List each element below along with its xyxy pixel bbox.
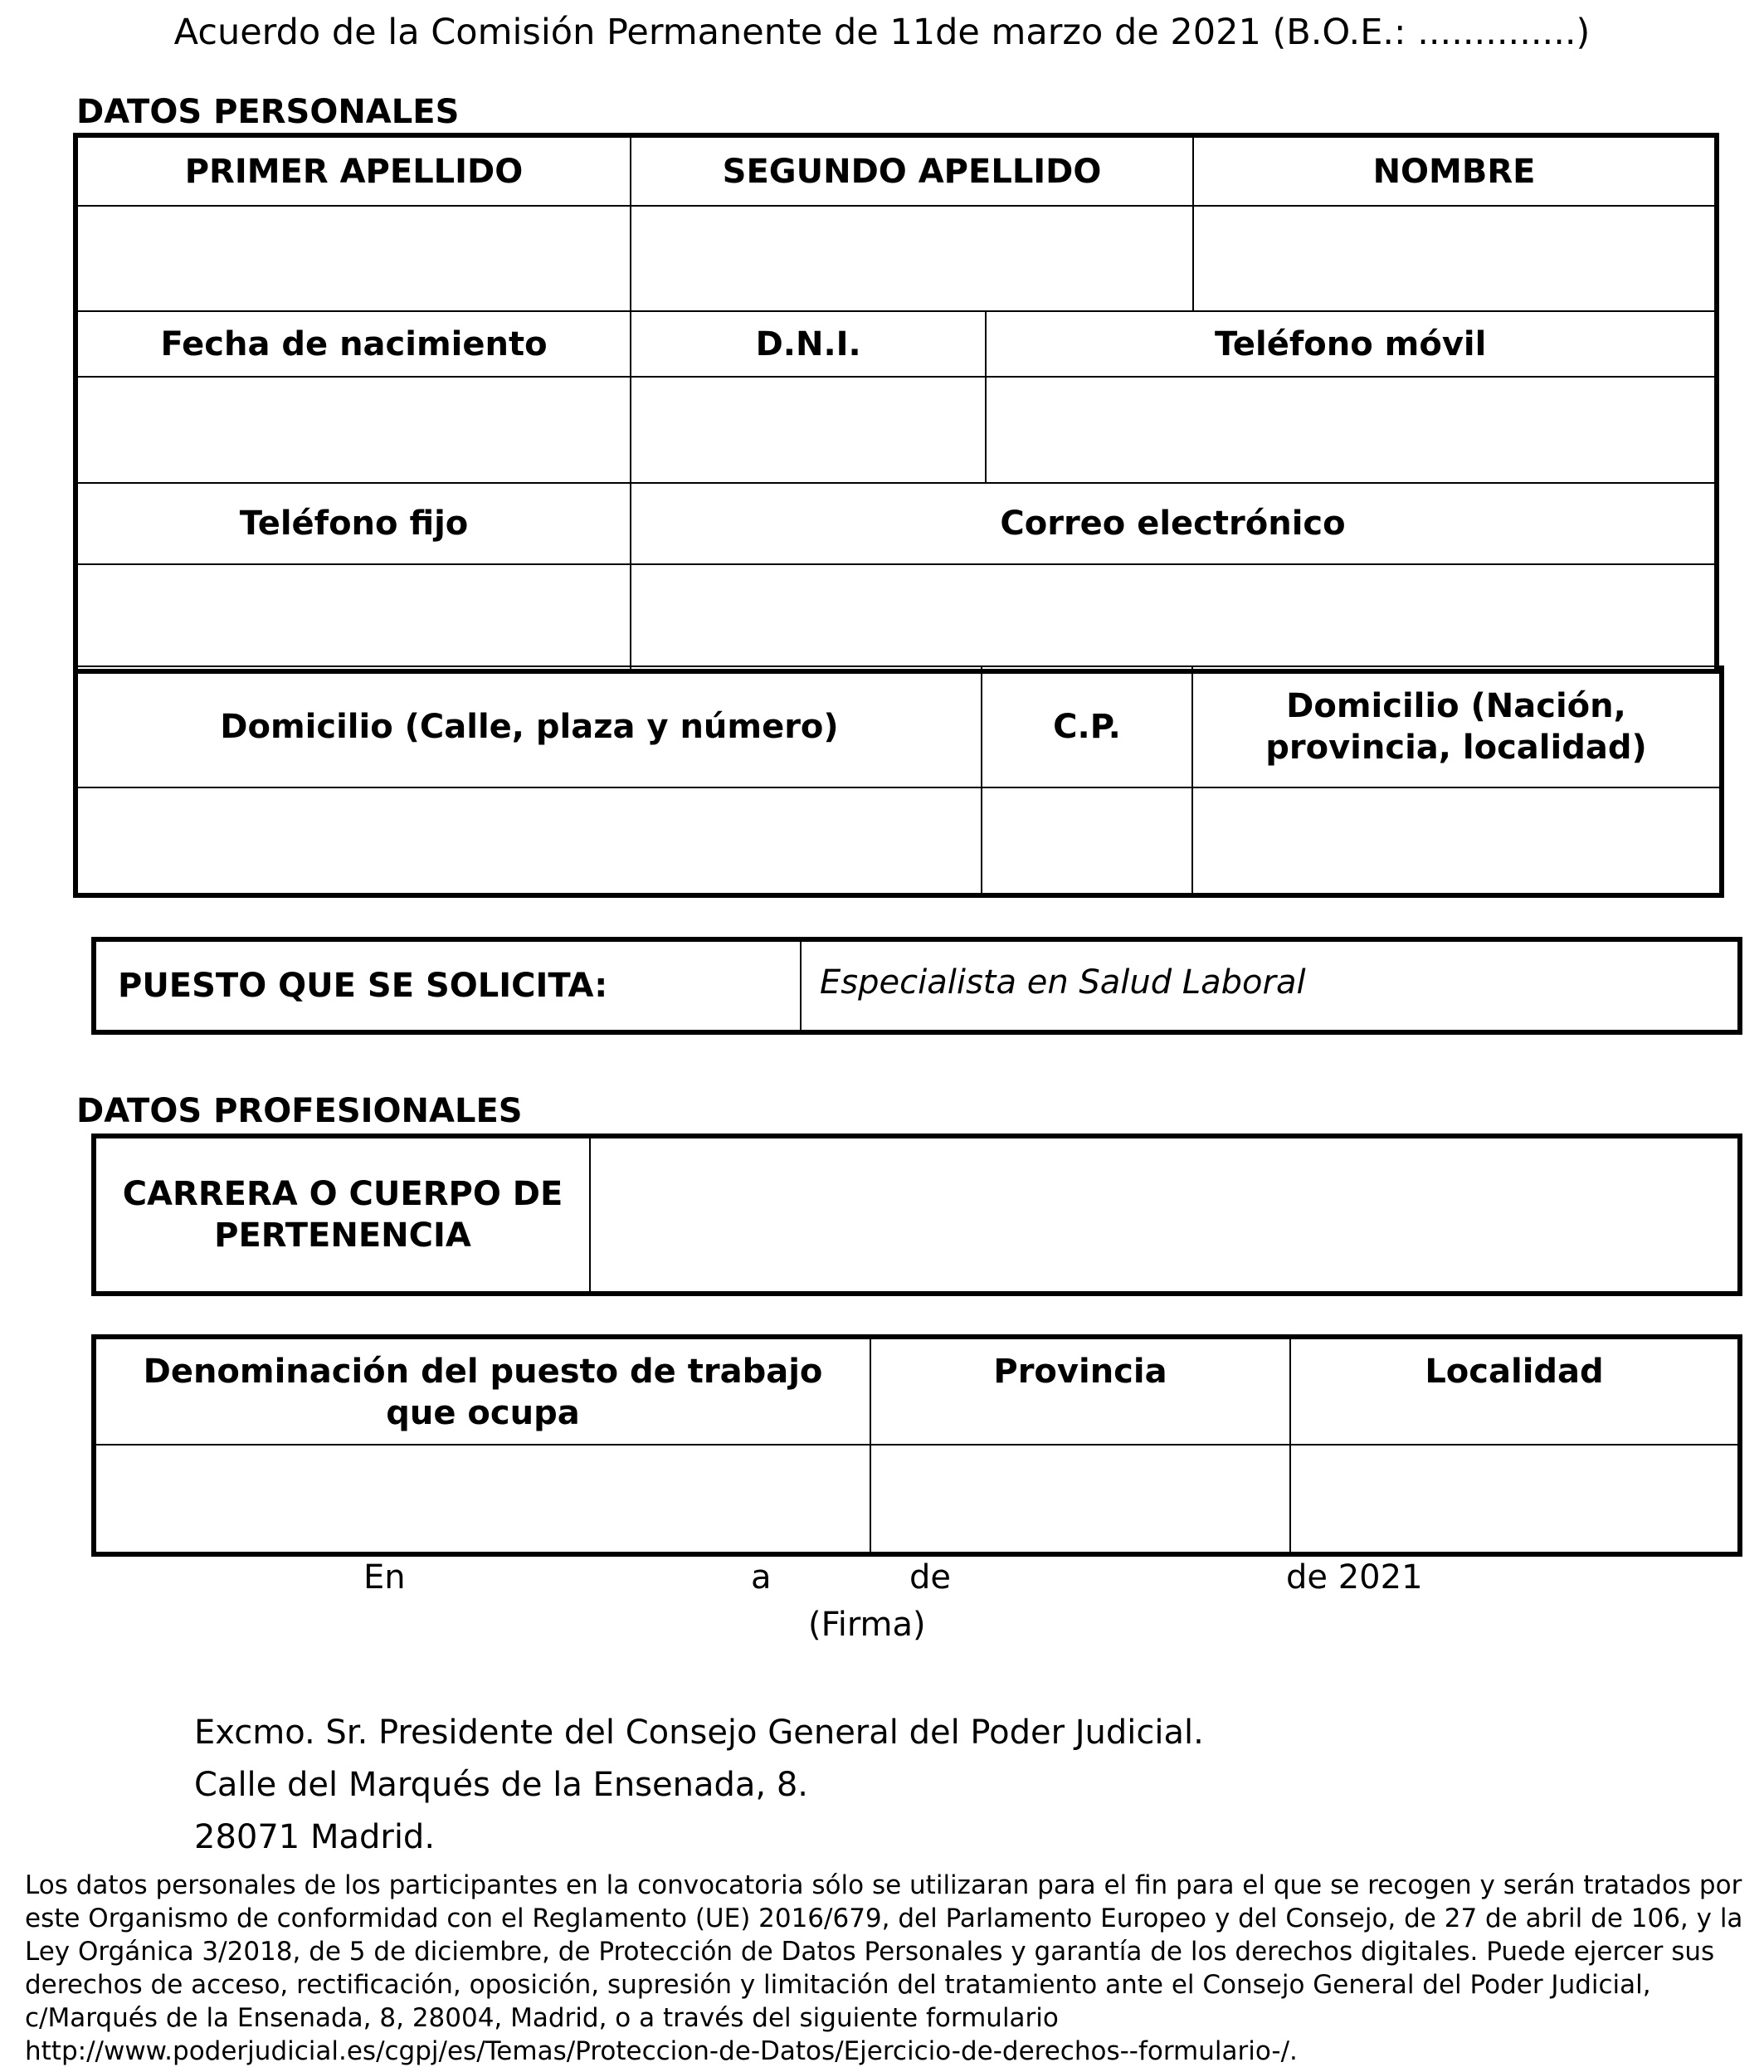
datos-personales-table <box>73 133 1719 674</box>
domicilio-nacion-field[interactable] <box>1192 787 1722 895</box>
firma-a: a <box>751 1558 772 1597</box>
segundo-apellido-field[interactable] <box>631 206 1193 311</box>
header-title: Acuerdo de la Comisión Permanente de 11de marzo de 2021 (B.O.E.: ..............) <box>173 12 1591 53</box>
dni-label: D.N.I. <box>631 311 986 377</box>
firma-year: de 2021 <box>1286 1558 1423 1597</box>
primer-apellido-field[interactable] <box>76 206 631 311</box>
telefono-fijo-field[interactable] <box>76 564 631 671</box>
nombre-label: NOMBRE <box>1193 135 1717 206</box>
firma-label: (Firma) <box>808 1606 926 1644</box>
destinatario-line1: Excmo. Sr. Presidente del Consejo General del Poder Judicial. <box>194 1714 1204 1752</box>
cp-field[interactable] <box>982 787 1192 895</box>
telefono-fijo-label: Teléfono fijo <box>76 483 631 564</box>
domicilio-calle-label: Domicilio (Calle, plaza y número) <box>76 666 982 787</box>
denominacion-label: Denominación del puesto de trabajo que ocupa <box>94 1337 870 1445</box>
fecha-nacimiento-field[interactable] <box>76 377 631 483</box>
carrera-table <box>91 1134 1742 1296</box>
destinatario-line3: 28071 Madrid. <box>194 1818 436 1856</box>
puesto-value[interactable]: Especialista en Salud Laboral <box>801 939 1740 1032</box>
datos-profesionales-title: DATOS PROFESIONALES <box>76 1092 523 1130</box>
carrera-field[interactable] <box>590 1136 1740 1294</box>
nombre-field[interactable] <box>1193 206 1717 311</box>
telefono-movil-field[interactable] <box>986 377 1717 483</box>
localidad-label: Localidad <box>1290 1337 1740 1445</box>
puesto-table <box>91 937 1742 1035</box>
denominacion-field[interactable] <box>94 1445 870 1554</box>
fecha-nacimiento-label: Fecha de nacimiento <box>76 311 631 377</box>
datos-personales-title: DATOS PERSONALES <box>76 93 460 131</box>
firma-en: En <box>363 1558 406 1597</box>
domicilio-calle-field[interactable] <box>76 787 982 895</box>
carrera-label: CARRERA O CUERPO DE PERTENENCIA <box>94 1136 590 1294</box>
segundo-apellido-label: SEGUNDO APELLIDO <box>631 135 1193 206</box>
firma-de: de <box>909 1558 951 1597</box>
provincia-label: Provincia <box>870 1337 1290 1445</box>
domicilio-table <box>73 665 1724 898</box>
telefono-movil-label: Teléfono móvil <box>986 311 1717 377</box>
puesto-label: PUESTO QUE SE SOLICITA: <box>94 939 801 1032</box>
dni-field[interactable] <box>631 377 986 483</box>
domicilio-nacion-label: Domicilio (Nación, provincia, localidad) <box>1192 666 1722 787</box>
privacy-footer: Los datos personales de los participantes en la convocatoria sólo se utilizaran para el fin para el que se recogen y serán tratados por este Organismo de conformidad con el Reglamento (UE) 2016/679, del Parlamento Europeo y del Consejo, de 27 de abril de 106, y la Ley Orgánica 3/2018, de 5 de diciembre, de Protección de Datos Personales y garantía de los derechos digitales. Puede ejercer sus derechos de acceso, rectificación, oposición, supresión y limitación del tratamiento ante el Consejo General del Poder Judicial, c/Marqués de la Ensenada, 8, 28004, Madrid, o a través del siguiente formulario http://www.poderjudicial.es/cgpj/es/Temas/Proteccion-de-Datos/Ejercicio-de-derechos--formulario-/. <box>25 1870 1743 2066</box>
primer-apellido-label: PRIMER APELLIDO <box>76 135 631 206</box>
localidad-field[interactable] <box>1290 1445 1740 1554</box>
provincia-field[interactable] <box>870 1445 1290 1554</box>
cp-label: C.P. <box>982 666 1192 787</box>
correo-label: Correo electrónico <box>631 483 1717 564</box>
puesto-actual-table <box>91 1334 1742 1557</box>
destinatario-line2: Calle del Marqués de la Ensenada, 8. <box>194 1766 808 1804</box>
correo-field[interactable] <box>631 564 1717 671</box>
